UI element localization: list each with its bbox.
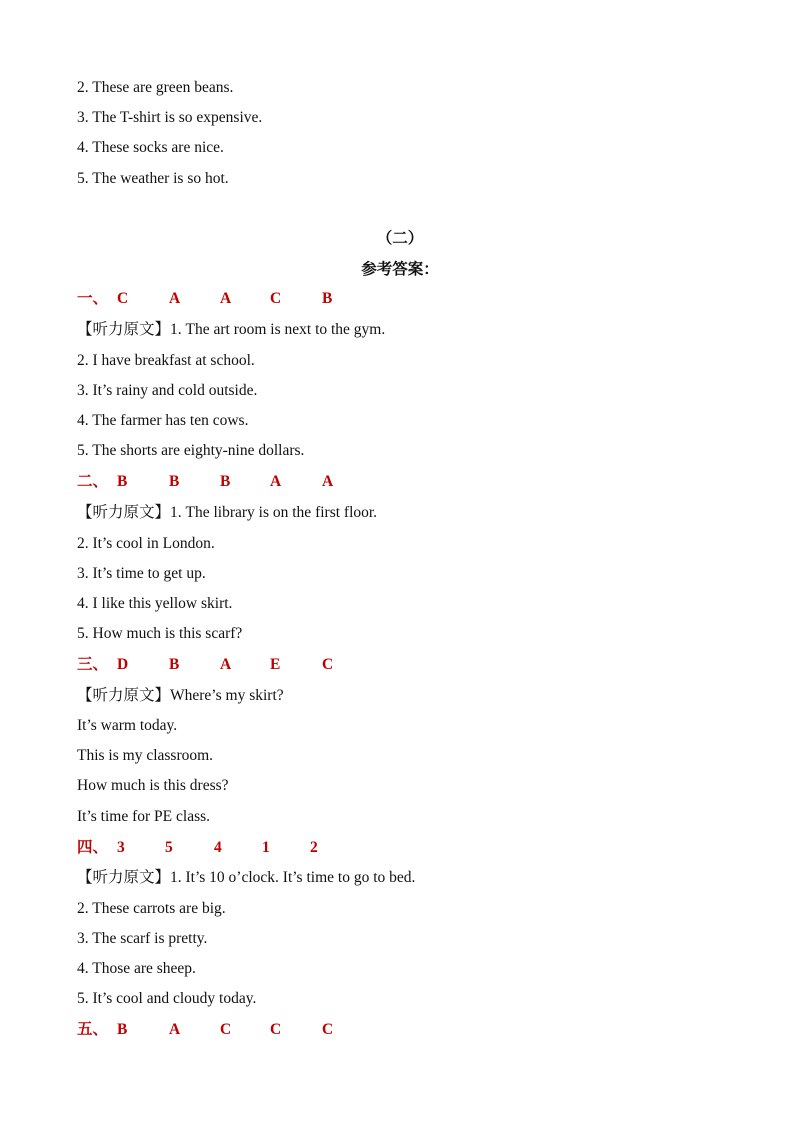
transcript-line: 2. It’s cool in London. (77, 535, 215, 552)
answer-option: C (322, 1021, 334, 1038)
answer-row-1 (77, 289, 333, 309)
transcript-line: 4. I like this yellow skirt. (77, 595, 233, 612)
answer-option: A (322, 473, 334, 490)
text-line: 5. The weather is so hot. (77, 170, 229, 187)
transcript-line: This is my classroom. (77, 747, 214, 764)
answer-option: 1 (262, 839, 270, 856)
answer-option: B (322, 290, 333, 307)
transcript-line: 2. These carrots are big. (77, 900, 226, 917)
part-number: 五、 (77, 1021, 109, 1038)
answer-option: B (169, 656, 180, 673)
transcript-line: 【听力原文】Where’s my skirt? (77, 687, 284, 704)
answer-option: B (169, 473, 180, 490)
transcript-line: 3. It’s rainy and cold outside. (77, 382, 258, 399)
transcript-line: 4. The farmer has ten cows. (77, 412, 249, 429)
transcript-line: 【听力原文】1. The art room is next to the gym. (77, 321, 386, 338)
answer-option: A (169, 290, 181, 307)
transcript-line: 3. It’s time to get up. (77, 565, 206, 582)
answer-row-4 (77, 838, 318, 858)
transcript-line: How much is this dress? (77, 777, 229, 794)
answer-row-5 (77, 1020, 334, 1040)
transcript-line: 5. The shorts are eighty-nine dollars. (77, 442, 305, 459)
answer-option: 4 (214, 839, 222, 856)
answer-row-2 (77, 472, 334, 492)
transcript-line: 3. The scarf is pretty. (77, 930, 208, 947)
answer-option: B (220, 473, 231, 490)
answer-option: 3 (117, 839, 125, 856)
answer-option: C (270, 290, 282, 307)
transcript-line: 【听力原文】1. The library is on the first floor. (77, 504, 378, 521)
transcript-line: It’s warm today. (77, 717, 178, 734)
answer-option: A (220, 656, 232, 673)
answer-option: C (117, 290, 129, 307)
answer-option: A (270, 473, 282, 490)
answer-option: A (220, 290, 232, 307)
part-number: 三、 (77, 656, 109, 673)
answer-option: D (117, 656, 129, 673)
text-line: 4. These socks are nice. (77, 139, 224, 156)
transcript-line: It’s time for PE class. (77, 808, 211, 825)
transcript-line: 2. I have breakfast at school. (77, 352, 255, 369)
text-line: 3. The T-shirt is so expensive. (77, 109, 263, 126)
answer-option: C (322, 656, 334, 673)
answer-option: E (270, 656, 281, 673)
answer-option: 2 (310, 839, 318, 856)
answer-option: B (117, 473, 128, 490)
part-number: 一、 (77, 290, 109, 307)
answer-heading: 参考答案： (361, 261, 439, 278)
transcript-line: 4. Those are sheep. (77, 960, 196, 977)
transcript-line: 5. It’s cool and cloudy today. (77, 990, 257, 1007)
transcript-line: 【听力原文】1. It’s 10 o’clock. It’s time to go to bed. (77, 869, 416, 886)
answer-option: A (169, 1021, 181, 1038)
answer-row-3 (77, 655, 334, 675)
section-title: （二） (376, 230, 424, 247)
answer-option: C (270, 1021, 282, 1038)
answer-option: C (220, 1021, 232, 1038)
text-line: 2. These are green beans. (77, 79, 234, 96)
part-number: 二、 (77, 473, 109, 490)
answer-option: B (117, 1021, 128, 1038)
transcript-line: 5. How much is this scarf? (77, 625, 243, 642)
answer-option: 5 (165, 839, 173, 856)
part-number: 四、 (77, 839, 109, 856)
